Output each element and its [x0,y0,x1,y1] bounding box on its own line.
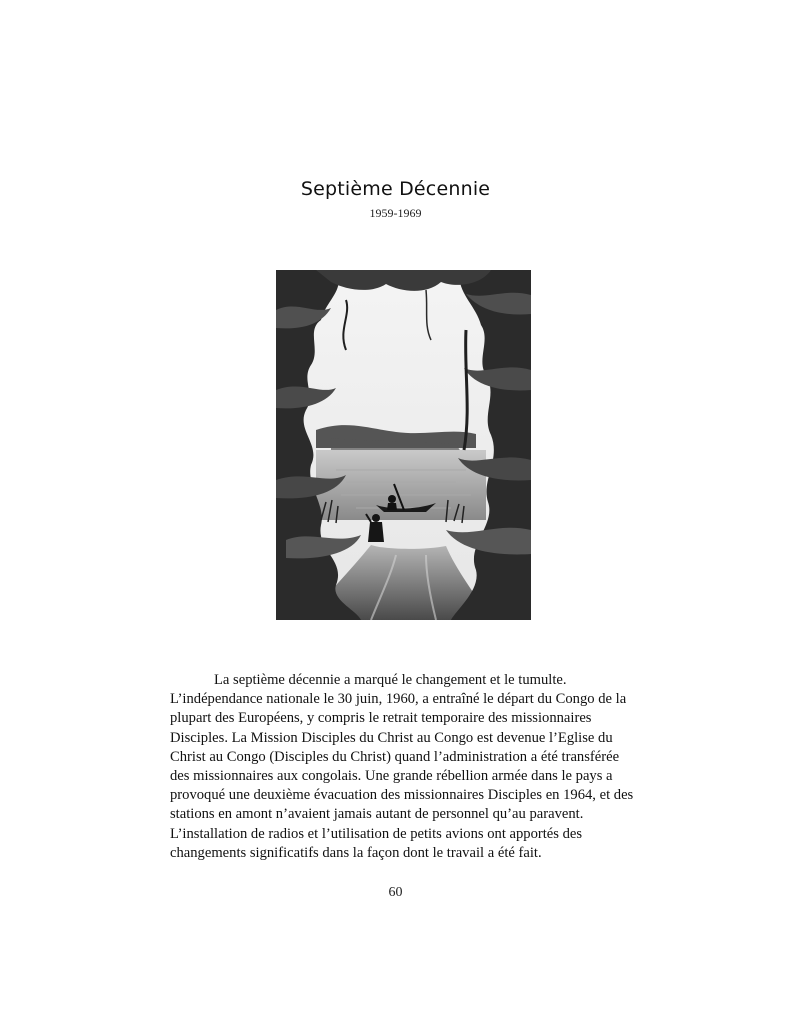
body-paragraph: La septième décennie a marqué le changement et le tumulte. L’indépendance nationale le 30 juin, 1960, a entraîné le départ du Congo de la plupart des Européens, y compris le retrait temporaire des missionnaires Disciples. La Mission Disciples du Christ au Congo est devenue l’Eglise du Christ au Congo (Disciples du Christ) quand l’administration a été transférée des missionnaires aux congolais. Une grande rébellion armée dans le pays a provoqué une deuxième évacuation des missionnaires Disciples en 1964, et des stations en amont n’avaient jamais autant de personnel qu’au paravent. L’installation de radios et l’utilisation de petits avions ont apportés des changements significatifs dans la façon dont le travail a été fait. [170,672,634,861]
page-number: 60 [388,885,403,900]
chapter-years: 1959-1969 [369,206,422,220]
body-text [170,671,640,863]
chapter-title: Septième Décennie [300,178,491,200]
river-scene-illustration [276,270,531,620]
illustration-drawing [276,270,531,620]
